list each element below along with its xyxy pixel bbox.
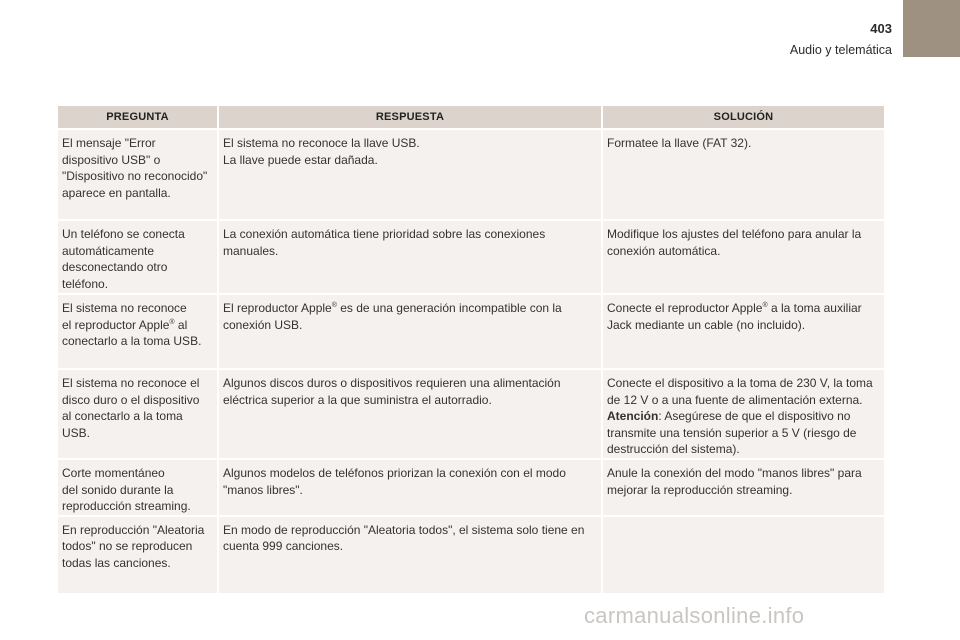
question-cell: [58, 130, 217, 219]
answer-cell: [219, 460, 601, 515]
answer-cell: [219, 295, 601, 368]
cell-line: automáticamente: [62, 243, 155, 258]
cell-line: El mensaje "Error: [62, 136, 156, 150]
cell-text: a la toma auxiliar: [767, 301, 862, 315]
solution-cell: [603, 130, 884, 219]
cell-line: aparece en pantalla.: [62, 185, 171, 200]
registered-mark: ®: [169, 318, 175, 326]
cell-line: de 12 V o a una fuente de alimentación externa.: [607, 392, 863, 407]
solution-cell: [603, 517, 884, 593]
table-row: [58, 221, 884, 293]
cell-line: conexión USB.: [223, 317, 303, 332]
question-cell: [58, 295, 217, 368]
cell-line: Un teléfono se conecta: [62, 227, 185, 241]
table-row: [58, 370, 884, 458]
cell-line: al conectarlo a la toma: [62, 409, 183, 423]
cell-line: del sonido durante la: [62, 482, 174, 497]
cell-line: Conecte el dispositivo a la toma de 230 V, la toma: [607, 376, 873, 390]
cell-text: : Asegúrese de que el dispositivo no: [658, 409, 851, 423]
cell-line: Formatee la llave (FAT 32).: [607, 136, 752, 150]
watermark: carmanualsonline.info: [584, 603, 805, 628]
cell-line: reproducción streaming.: [62, 499, 191, 513]
cell-text: el reproductor Apple: [62, 317, 170, 332]
cell-line: En modo de reproducción "Aleatoria todos", el sistema solo tiene en: [223, 522, 585, 537]
solution-cell: [603, 370, 884, 458]
cell-line: conectarlo a la toma USB.: [62, 334, 202, 348]
cell-line: Algunos discos duros o dispositivos requieren una alimentación: [223, 376, 561, 390]
cell-line: [223, 300, 597, 317]
cell-text: Conecte el reproductor Apple: [607, 301, 763, 315]
cell-line: Anule la conexión del modo "manos libres" para: [607, 466, 862, 480]
solution-cell: [603, 221, 884, 293]
cell-line: "manos libres".: [223, 482, 303, 497]
column-header-question: PREGUNTA: [58, 106, 217, 128]
cell-line: conexión automática.: [607, 243, 721, 258]
cell-text: El reproductor Apple: [223, 301, 332, 315]
question-cell: [58, 370, 217, 458]
table-row: [58, 130, 884, 219]
cell-line: todas las canciones.: [62, 555, 171, 570]
page-number: 403: [870, 21, 892, 36]
cell-line: En reproducción "Aleatoria: [62, 522, 205, 537]
table-row: [58, 295, 884, 368]
solution-cell: [603, 460, 884, 515]
cell-line: desconectando otro: [62, 260, 168, 274]
question-cell: [58, 460, 217, 515]
question-cell: [58, 221, 217, 293]
chapter-tab: [903, 0, 960, 57]
cell-line: El sistema no reconoce: [62, 301, 187, 315]
attention-label: Atención: [607, 409, 659, 423]
cell-line: La llave puede estar dañada.: [223, 152, 378, 167]
answer-cell: [219, 130, 601, 219]
question-cell: [58, 517, 217, 593]
cell-line: destrucción del sistema).: [607, 442, 740, 456]
cell-line: teléfono.: [62, 276, 109, 291]
cell-line: eléctrica superior a la que suministra el autorradio.: [223, 392, 492, 407]
faq-table: [56, 104, 886, 595]
answer-cell: [219, 370, 601, 458]
cell-line: USB.: [62, 425, 91, 440]
cell-line: Corte momentáneo: [62, 466, 165, 480]
cell-line: disco duro o el dispositivo: [62, 392, 200, 407]
registered-mark: ®: [331, 302, 337, 309]
cell-line: [62, 317, 213, 334]
table-row: [58, 460, 884, 515]
cell-line: manuales.: [223, 243, 279, 258]
cell-line: Jack mediante un cable (no incluido).: [607, 317, 806, 332]
answer-cell: [219, 221, 601, 293]
cell-line: cuenta 999 canciones.: [223, 539, 344, 553]
answer-cell: [219, 517, 601, 593]
column-header-solution: SOLUCIÓN: [603, 106, 884, 128]
cell-line: mejorar la reproducción streaming.: [607, 482, 793, 497]
cell-line: todos" no se reproducen: [62, 539, 193, 553]
cell-line: "Dispositivo no reconocido": [62, 169, 208, 183]
cell-text: es de una generación incompatible con la: [336, 301, 562, 315]
cell-line: Modifique los ajustes del teléfono para anular la: [607, 227, 862, 241]
table-header-row: [58, 106, 884, 128]
cell-line: dispositivo USB" o: [62, 152, 161, 167]
table-row: [58, 517, 884, 593]
section-title: Audio y telemática: [789, 43, 892, 57]
cell-line: transmite una tensión superior a 5 V (riesgo de: [607, 425, 857, 440]
solution-cell: [603, 295, 884, 368]
cell-text: al: [174, 317, 188, 332]
registered-mark: ®: [762, 302, 768, 309]
cell-line: [607, 408, 880, 425]
cell-line: El sistema no reconoce el: [62, 376, 200, 390]
cell-line: La conexión automática tiene prioridad sobre las conexiones: [223, 227, 546, 241]
column-header-answer: RESPUESTA: [219, 106, 601, 128]
cell-line: [607, 300, 880, 317]
cell-line: Algunos modelos de teléfonos priorizan la conexión con el modo: [223, 466, 566, 480]
cell-line: El sistema no reconoce la llave USB.: [223, 136, 420, 150]
